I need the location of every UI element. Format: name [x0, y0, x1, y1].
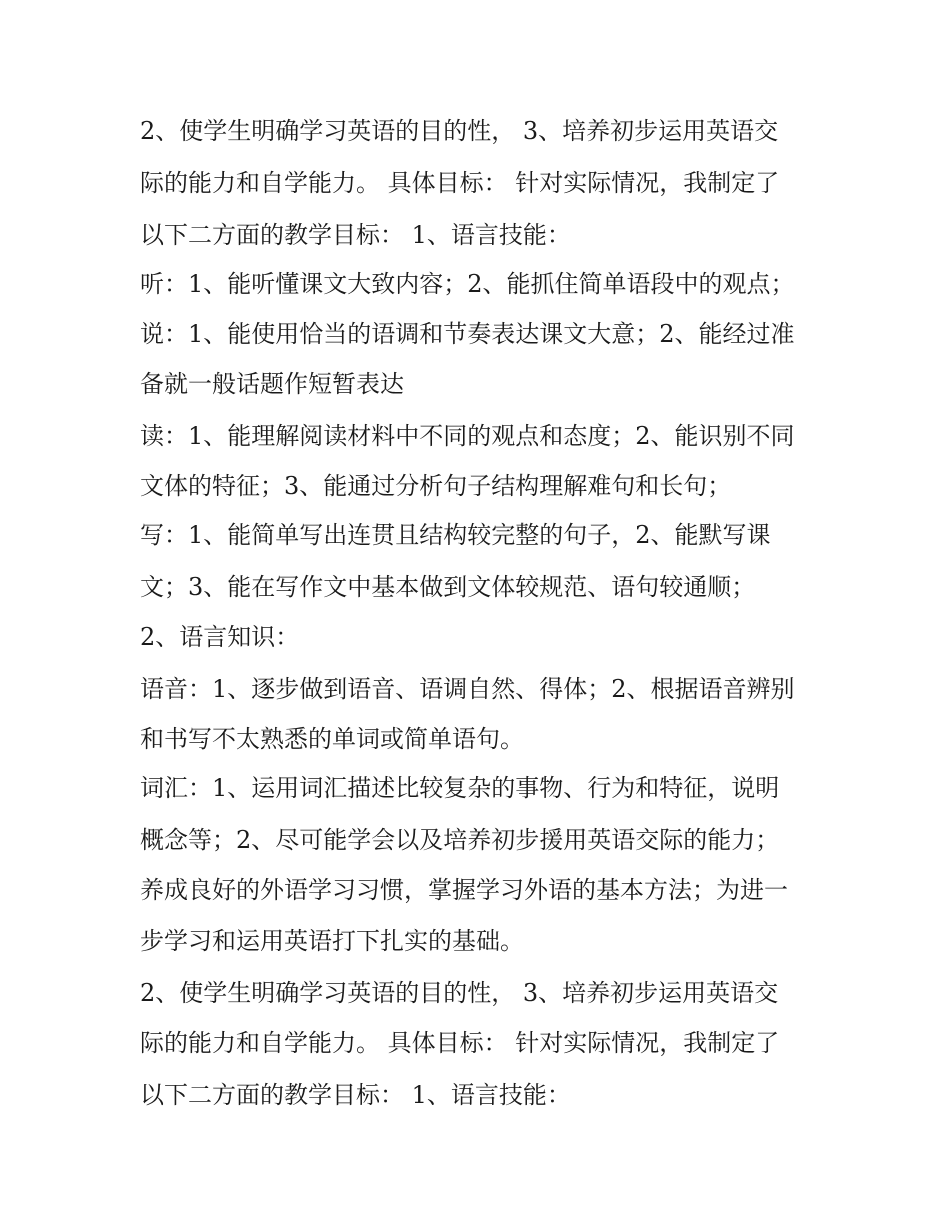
text-line: 2、使学生明确学习英语的目的性， 3、培养初步运用英语交: [140, 117, 779, 145]
text-line: 际的能力和自学能力。 具体目标： 针对实际情况，我制定了: [140, 1029, 780, 1057]
text-line: 步学习和运用英语打下扎实的基础。: [140, 927, 524, 955]
text-line: 文体的特征；3、能通过分析句子结构理解难句和长句；: [140, 472, 732, 500]
text-line: 词汇：1、运用词汇描述比较复杂的事物、行为和特征，说明: [140, 774, 780, 802]
text-line: 以下二方面的教学目标： 1、语言技能：: [140, 1081, 571, 1109]
text-line: 文；3、能在写作文中基本做到文体较规范、语句较通顺；: [140, 573, 756, 601]
text-line: 说：1、能使用恰当的语调和节奏表达课文大意；2、能经过准: [140, 320, 795, 348]
text-line: 以下二方面的教学目标： 1、语言技能：: [140, 221, 571, 249]
text-line: 际的能力和自学能力。 具体目标： 针对实际情况，我制定了: [140, 169, 780, 197]
text-line: 2、使学生明确学习英语的目的性， 3、培养初步运用英语交: [140, 979, 779, 1007]
text-line: 养成良好的外语学习习惯，掌握学习外语的基本方法；为进一: [140, 876, 788, 904]
text-line: 备就一般话题作短暂表达: [140, 370, 404, 398]
text-line: 语音：1、逐步做到语音、语调自然、得体；2、根据语音辨别: [140, 675, 795, 703]
text-line: 和书写不太熟悉的单词或简单语句。: [140, 725, 524, 753]
text-line: 读：1、能理解阅读材料中不同的观点和态度；2、能识别不同: [140, 422, 795, 450]
text-line: 听：1、能听懂课文大致内容；2、能抓住简单语段中的观点；: [140, 270, 795, 298]
text-line: 2、语言知识：: [140, 623, 300, 651]
text-line: 写：1、能简单写出连贯且结构较完整的句子，2、能默写课: [140, 521, 771, 549]
text-line: 概念等；2、尽可能学会以及培养初步援用英语交际的能力；: [140, 826, 780, 854]
